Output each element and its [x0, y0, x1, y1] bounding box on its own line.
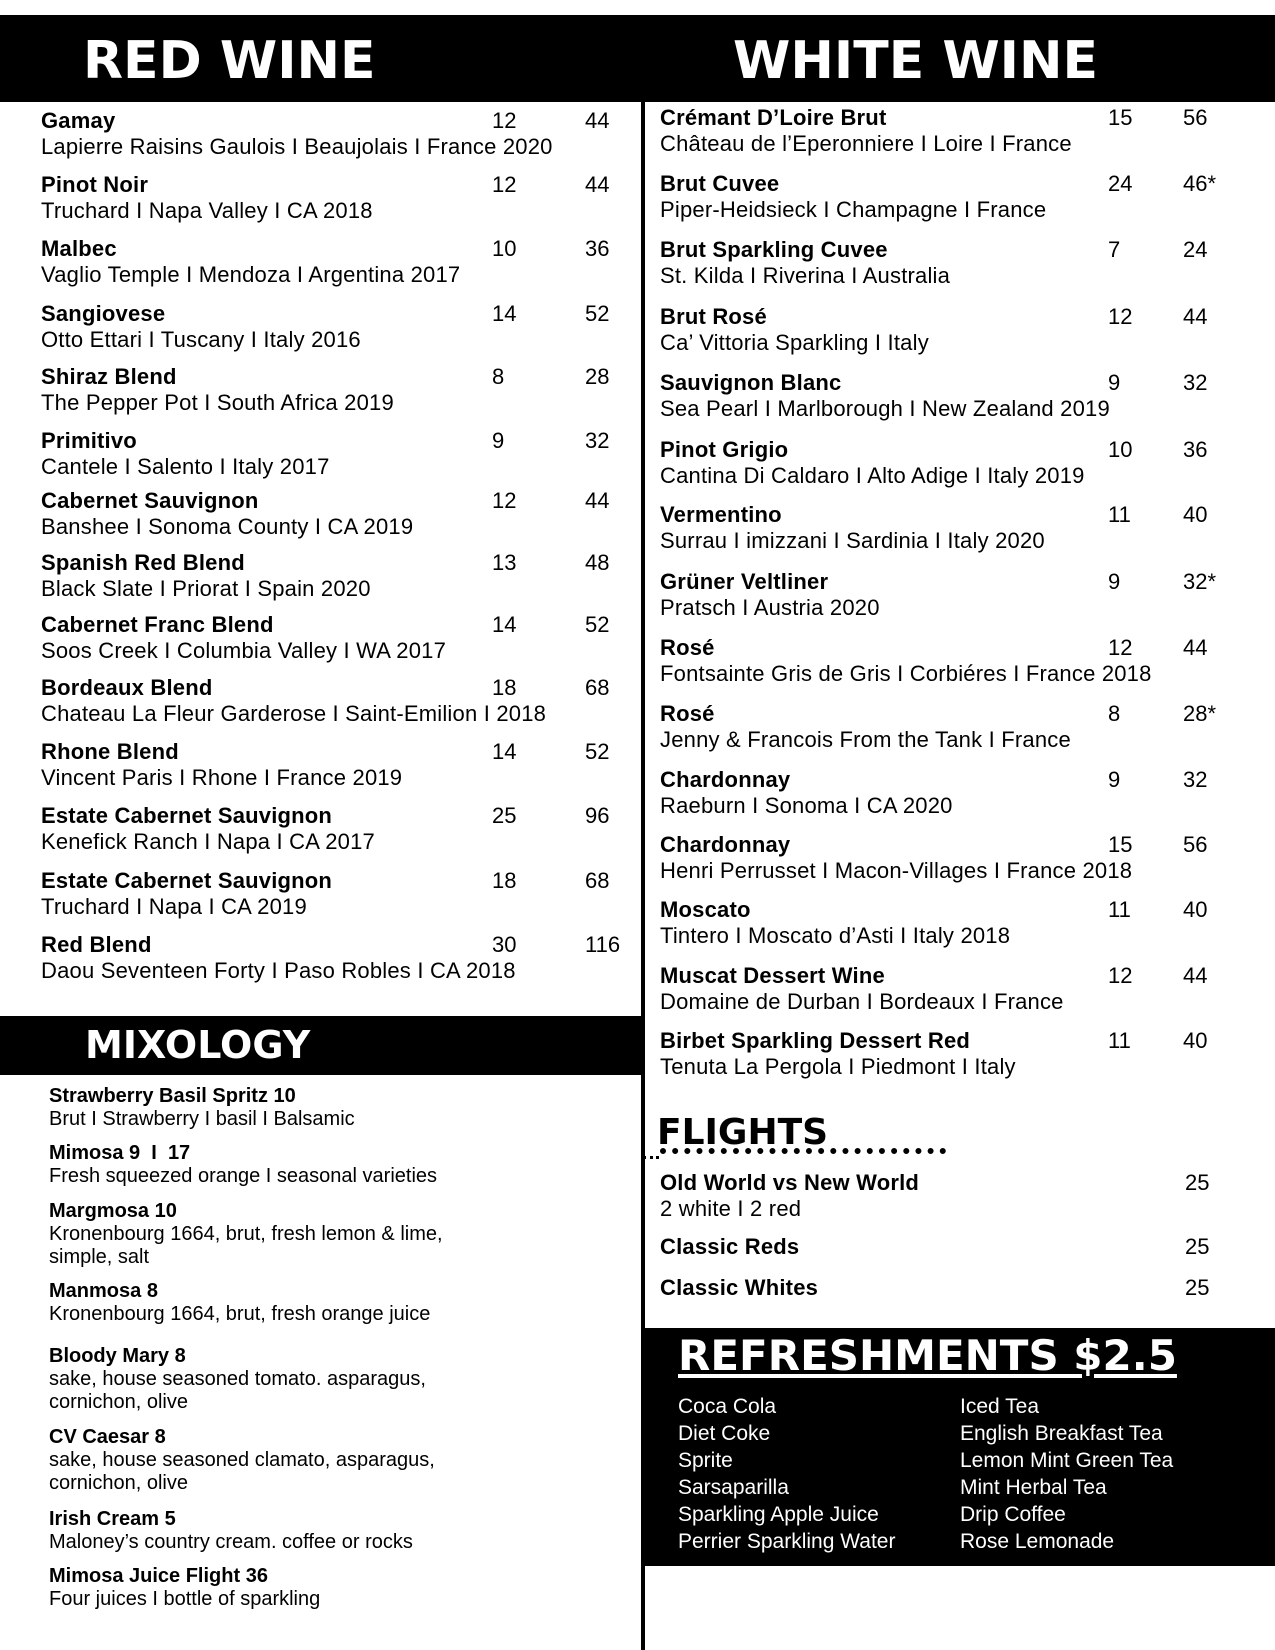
bottle-price: 40 — [1183, 897, 1208, 922]
glass-price: 9 — [1108, 767, 1121, 792]
glass-price: 15 — [1108, 832, 1133, 857]
drink-price: 5 — [164, 1508, 176, 1530]
drink-price: 8 — [146, 1280, 158, 1302]
flight-item — [660, 1275, 1140, 1301]
drink-name-row — [49, 1426, 609, 1449]
glass-price: 15 — [1108, 105, 1133, 130]
drink-description: Fresh squeezed orange I seasonal varieties — [49, 1165, 438, 1187]
bottle-price: 52 — [585, 301, 610, 326]
drink-description: Maloney’s country cream. coffee or rocks — [49, 1531, 413, 1553]
wine-description: Otto Ettari I Tuscany I Italy 2016 — [41, 327, 361, 352]
refreshments-column-2 — [960, 1393, 1173, 1555]
mixology-item — [49, 1085, 609, 1131]
mixology-item — [49, 1345, 609, 1414]
bottle-price: 40 — [1183, 1028, 1208, 1053]
red-wine-title: RED WINE — [83, 31, 376, 91]
wine-name: Bordeaux Blend — [41, 675, 213, 700]
glass-price: 12 — [1108, 304, 1133, 329]
wine-description: Banshee I Sonoma County I CA 2019 — [41, 514, 414, 539]
glass-price: 12 — [492, 488, 517, 513]
wine-description: Domaine de Durban I Bordeaux I France — [660, 989, 1064, 1014]
wine-description: Chateau La Fleur Garderose I Saint-Emilion I 2018 — [41, 701, 547, 726]
refreshment-item: Sparkling Apple Juice — [678, 1503, 879, 1526]
drink-description: Kronenbourg 1664, brut, fresh lemon & lime, simple, salt — [49, 1223, 443, 1268]
red-wine-item — [41, 428, 601, 480]
white-wine-item — [660, 502, 1180, 554]
glass-price: 9 — [1108, 569, 1121, 594]
bottle-price: 32* — [1183, 569, 1217, 594]
wine-name: Malbec — [41, 236, 117, 261]
drink-price: 8 — [154, 1426, 166, 1448]
wine-name: Pinot Grigio — [660, 437, 789, 462]
wine-description: Raeburn I Sonoma I CA 2020 — [660, 793, 953, 818]
wine-description: Jenny & Francois From the Tank I France — [660, 727, 1071, 752]
drink-name-row — [49, 1085, 609, 1108]
mixology-title: MIXOLOGY — [85, 1023, 311, 1067]
wine-name: Estate Cabernet Sauvignon — [41, 868, 333, 893]
glass-price: 12 — [492, 108, 517, 133]
bottle-price: 36 — [585, 236, 610, 261]
bottle-price: 96 — [585, 803, 610, 828]
drink-description: Brut I Strawberry I basil I Balsamic — [49, 1108, 355, 1130]
wine-description: The Pepper Pot I South Africa 2019 — [41, 390, 394, 415]
red-wine-item — [41, 868, 601, 920]
drink-price: 10 — [273, 1085, 296, 1107]
white-wine-item — [660, 237, 1180, 289]
drink-name: Mimosa — [49, 1142, 124, 1164]
white-wine-item — [660, 897, 1180, 949]
drink-name: Mimosa Juice Flight — [49, 1565, 241, 1587]
bottle-price: 28* — [1183, 701, 1217, 726]
drink-name-row — [49, 1280, 609, 1303]
wine-description: Black Slate I Priorat I Spain 2020 — [41, 576, 371, 601]
drink-name: Irish Cream — [49, 1508, 160, 1530]
glass-price: 24 — [1108, 171, 1133, 196]
bottle-price: 44 — [1183, 304, 1208, 329]
wine-name: Brut Cuvee — [660, 171, 780, 196]
flight-name: Classic Whites — [660, 1275, 819, 1300]
mixology-item — [49, 1508, 609, 1554]
wine-name: Moscato — [660, 897, 751, 922]
drink-name: Margmosa — [49, 1200, 150, 1222]
mixology-item — [49, 1142, 609, 1188]
drink-price: 9 I 17 — [129, 1142, 191, 1164]
glass-price: 30 — [492, 932, 517, 957]
red-wine-item — [41, 488, 601, 540]
white-wine-item — [660, 569, 1180, 621]
bottle-price: 48 — [585, 550, 610, 575]
wine-name: Spanish Red Blend — [41, 550, 245, 575]
red-wine-item — [41, 550, 601, 602]
red-wine-item — [41, 301, 601, 353]
drink-name-row — [49, 1200, 609, 1223]
bottle-price: 32 — [1183, 370, 1208, 395]
flight-price: 25 — [1185, 1234, 1210, 1259]
white-wine-item — [660, 701, 1180, 753]
wine-description: Château de l’Eperonniere I Loire I France — [660, 131, 1072, 156]
wine-description: Lapierre Raisins Gaulois I Beaujolais I France 2020 — [41, 134, 553, 159]
flights-title: FLIGHTS — [657, 1112, 829, 1153]
bottle-price: 44 — [1183, 963, 1208, 988]
refreshment-item: English Breakfast Tea — [960, 1422, 1163, 1445]
wine-name: Chardonnay — [660, 832, 791, 857]
bottle-price: 56 — [1183, 105, 1208, 130]
drink-name: Manmosa — [49, 1280, 142, 1302]
glass-price: 9 — [1108, 370, 1121, 395]
wine-description: Fontsainte Gris de Gris I Corbiéres I France 2018 — [660, 661, 1152, 686]
glass-price: 11 — [1108, 1028, 1131, 1053]
refreshment-item: Iced Tea — [960, 1395, 1040, 1418]
bottle-price: 44 — [1183, 635, 1208, 660]
flight-item — [660, 1170, 1140, 1222]
glass-price: 13 — [492, 550, 517, 575]
white-wine-item — [660, 963, 1180, 1015]
mixology-item — [49, 1565, 609, 1611]
wine-name: Brut Rosé — [660, 304, 767, 329]
wine-description: Kenefick Ranch I Napa I CA 2017 — [41, 829, 375, 854]
red-wine-item — [41, 172, 601, 224]
bottle-price: 46* — [1183, 171, 1217, 196]
wine-name: Crémant D’Loire Brut — [660, 105, 887, 130]
red-wine-item — [41, 108, 601, 160]
flights-dotted-rule — [660, 1148, 946, 1154]
bottle-price: 28 — [585, 364, 610, 389]
drink-description: Four juices I bottle of sparkling — [49, 1588, 321, 1610]
white-wine-item — [660, 767, 1180, 819]
refreshments-column-1 — [678, 1393, 895, 1555]
bottle-price: 36 — [1183, 437, 1208, 462]
bottle-price: 32 — [1183, 767, 1208, 792]
glass-price: 18 — [492, 868, 517, 893]
wine-description: Vincent Paris I Rhone I France 2019 — [41, 765, 403, 790]
wine-description: Vaglio Temple I Mendoza I Argentina 2017 — [41, 262, 461, 287]
drink-name-row — [49, 1142, 609, 1165]
wine-name: Cabernet Franc Blend — [41, 612, 274, 637]
glass-price: 8 — [1108, 701, 1121, 726]
drink-price: 36 — [245, 1565, 268, 1587]
wine-description: Pratsch I Austria 2020 — [660, 595, 880, 620]
red-wine-item — [41, 364, 601, 416]
wine-name: Vermentino — [660, 502, 782, 527]
bottle-price: 44 — [585, 108, 610, 133]
glass-price: 18 — [492, 675, 517, 700]
wine-description: Tenuta La Pergola I Piedmont I Italy — [660, 1054, 1016, 1079]
bottle-price: 32 — [585, 428, 610, 453]
drink-name-row — [49, 1508, 609, 1531]
red-wine-item — [41, 612, 601, 664]
bottle-price: 68 — [585, 675, 610, 700]
wine-name: Brut Sparkling Cuvee — [660, 237, 888, 262]
wine-name: Sangiovese — [41, 301, 166, 326]
glass-price: 25 — [492, 803, 517, 828]
glass-price: 11 — [1108, 502, 1131, 527]
drink-price: 10 — [154, 1200, 177, 1222]
white-wine-item — [660, 832, 1180, 884]
wine-name: Gamay — [41, 108, 116, 133]
white-wine-item — [660, 1028, 1180, 1080]
flight-price: 25 — [1185, 1170, 1210, 1195]
mixology-item — [49, 1200, 609, 1269]
glass-price: 8 — [492, 364, 505, 389]
glass-price: 9 — [492, 428, 505, 453]
bottle-price: 68 — [585, 868, 610, 893]
refreshment-item: Sarsaparilla — [678, 1476, 789, 1499]
bottle-price: 52 — [585, 612, 610, 637]
wine-description: Truchard I Napa Valley I CA 2018 — [41, 198, 373, 223]
wine-name: Primitivo — [41, 428, 137, 453]
glass-price: 7 — [1108, 237, 1121, 262]
wine-description: Tintero I Moscato d’Asti I Italy 2018 — [660, 923, 1011, 948]
red-wine-item — [41, 236, 601, 288]
wine-name: Red Blend — [41, 932, 152, 957]
red-wine-item — [41, 675, 601, 727]
white-wine-item — [660, 304, 1180, 356]
white-wine-item — [660, 105, 1180, 157]
drink-price: 8 — [174, 1345, 186, 1367]
wine-description: Surrau I imizzani I Sardinia I Italy 2020 — [660, 528, 1045, 553]
white-wine-title: WHITE WINE — [733, 31, 1099, 91]
wine-description: St. Kilda I Riverina I Australia — [660, 263, 951, 288]
mixology-item — [49, 1426, 609, 1495]
refreshment-item: Rose Lemonade — [960, 1530, 1115, 1553]
glass-price: 12 — [1108, 963, 1133, 988]
wine-description: Truchard I Napa I CA 2019 — [41, 894, 307, 919]
wine-name: Chardonnay — [660, 767, 791, 792]
wine-name: Rosé — [660, 635, 715, 660]
flights-left-dash — [643, 1156, 659, 1159]
flight-price: 25 — [1185, 1275, 1210, 1300]
white-wine-item — [660, 171, 1180, 223]
white-wine-item — [660, 635, 1180, 687]
refreshment-item: Perrier Sparkling Water — [678, 1530, 896, 1553]
wine-description: Daou Seventeen Forty I Paso Robles I CA 2018 — [41, 958, 516, 983]
wine-description: Cantina Di Caldaro I Alto Adige I Italy 2019 — [660, 463, 1085, 488]
wine-description: Sea Pearl I Marlborough I New Zealand 2019 — [660, 396, 1110, 421]
drink-name: CV Caesar — [49, 1426, 150, 1448]
wine-description: Soos Creek I Columbia Valley I WA 2017 — [41, 638, 447, 663]
red-wine-item — [41, 739, 601, 791]
glass-price: 14 — [492, 301, 517, 326]
wine-name: Muscat Dessert Wine — [660, 963, 885, 988]
wine-name: Shiraz Blend — [41, 364, 177, 389]
bottle-price: 56 — [1183, 832, 1208, 857]
bottle-price: 44 — [585, 488, 610, 513]
wine-name: Estate Cabernet Sauvignon — [41, 803, 333, 828]
bottle-price: 116 — [585, 932, 621, 957]
drink-name-row — [49, 1565, 609, 1588]
wine-name: Sauvignon Blanc — [660, 370, 842, 395]
bottle-price: 40 — [1183, 502, 1208, 527]
glass-price: 14 — [492, 612, 517, 637]
flight-item — [660, 1234, 1140, 1260]
refreshment-item: Coca Cola — [678, 1395, 777, 1418]
wine-name: Pinot Noir — [41, 172, 149, 197]
glass-price: 12 — [492, 172, 517, 197]
refreshment-item: Sprite — [678, 1449, 733, 1472]
wine-name: Grüner Veltliner — [660, 569, 829, 594]
refreshment-item: Lemon Mint Green Tea — [960, 1449, 1174, 1472]
wine-description: Henri Perrusset I Macon-Villages I France 2018 — [660, 858, 1133, 883]
drink-name: Bloody Mary — [49, 1345, 170, 1367]
bottle-price: 44 — [585, 172, 610, 197]
glass-price: 12 — [1108, 635, 1133, 660]
refreshments-title: REFRESHMENTS $2.5 — [678, 1331, 1177, 1380]
wine-name: Rhone Blend — [41, 739, 179, 764]
glass-price: 10 — [1108, 437, 1133, 462]
refreshment-item: Diet Coke — [678, 1422, 771, 1445]
red-wine-item — [41, 803, 601, 855]
wine-name: Rosé — [660, 701, 715, 726]
wine-description: Ca’ Vittoria Sparkling I Italy — [660, 330, 929, 355]
drink-name: Strawberry Basil Spritz — [49, 1085, 268, 1107]
drink-name-row — [49, 1345, 609, 1368]
flight-name: Classic Reds — [660, 1234, 800, 1259]
glass-price: 10 — [492, 236, 517, 261]
drink-description: sake, house seasoned tomato. asparagus, cornichon, olive — [49, 1368, 426, 1413]
glass-price: 14 — [492, 739, 517, 764]
wine-description: Piper-Heidsieck I Champagne I France — [660, 197, 1047, 222]
drink-description: sake, house seasoned clamato, asparagus, cornichon, olive — [49, 1449, 435, 1494]
drink-description: Kronenbourg 1664, brut, fresh orange juice — [49, 1303, 431, 1325]
refreshment-item: Drip Coffee — [960, 1503, 1066, 1526]
wine-name: Birbet Sparkling Dessert Red — [660, 1028, 971, 1053]
refreshment-item: Mint Herbal Tea — [960, 1476, 1107, 1499]
bottle-price: 52 — [585, 739, 610, 764]
wine-description: Cantele I Salento I Italy 2017 — [41, 454, 330, 479]
flight-name: Old World vs New World — [660, 1170, 920, 1195]
mixology-item — [49, 1280, 609, 1326]
wine-name: Cabernet Sauvignon — [41, 488, 259, 513]
red-wine-item — [41, 932, 601, 984]
flight-description: 2 white I 2 red — [660, 1196, 802, 1221]
white-wine-item — [660, 437, 1180, 489]
glass-price: 11 — [1108, 897, 1131, 922]
bottle-price: 24 — [1183, 237, 1208, 262]
white-wine-item — [660, 370, 1180, 422]
